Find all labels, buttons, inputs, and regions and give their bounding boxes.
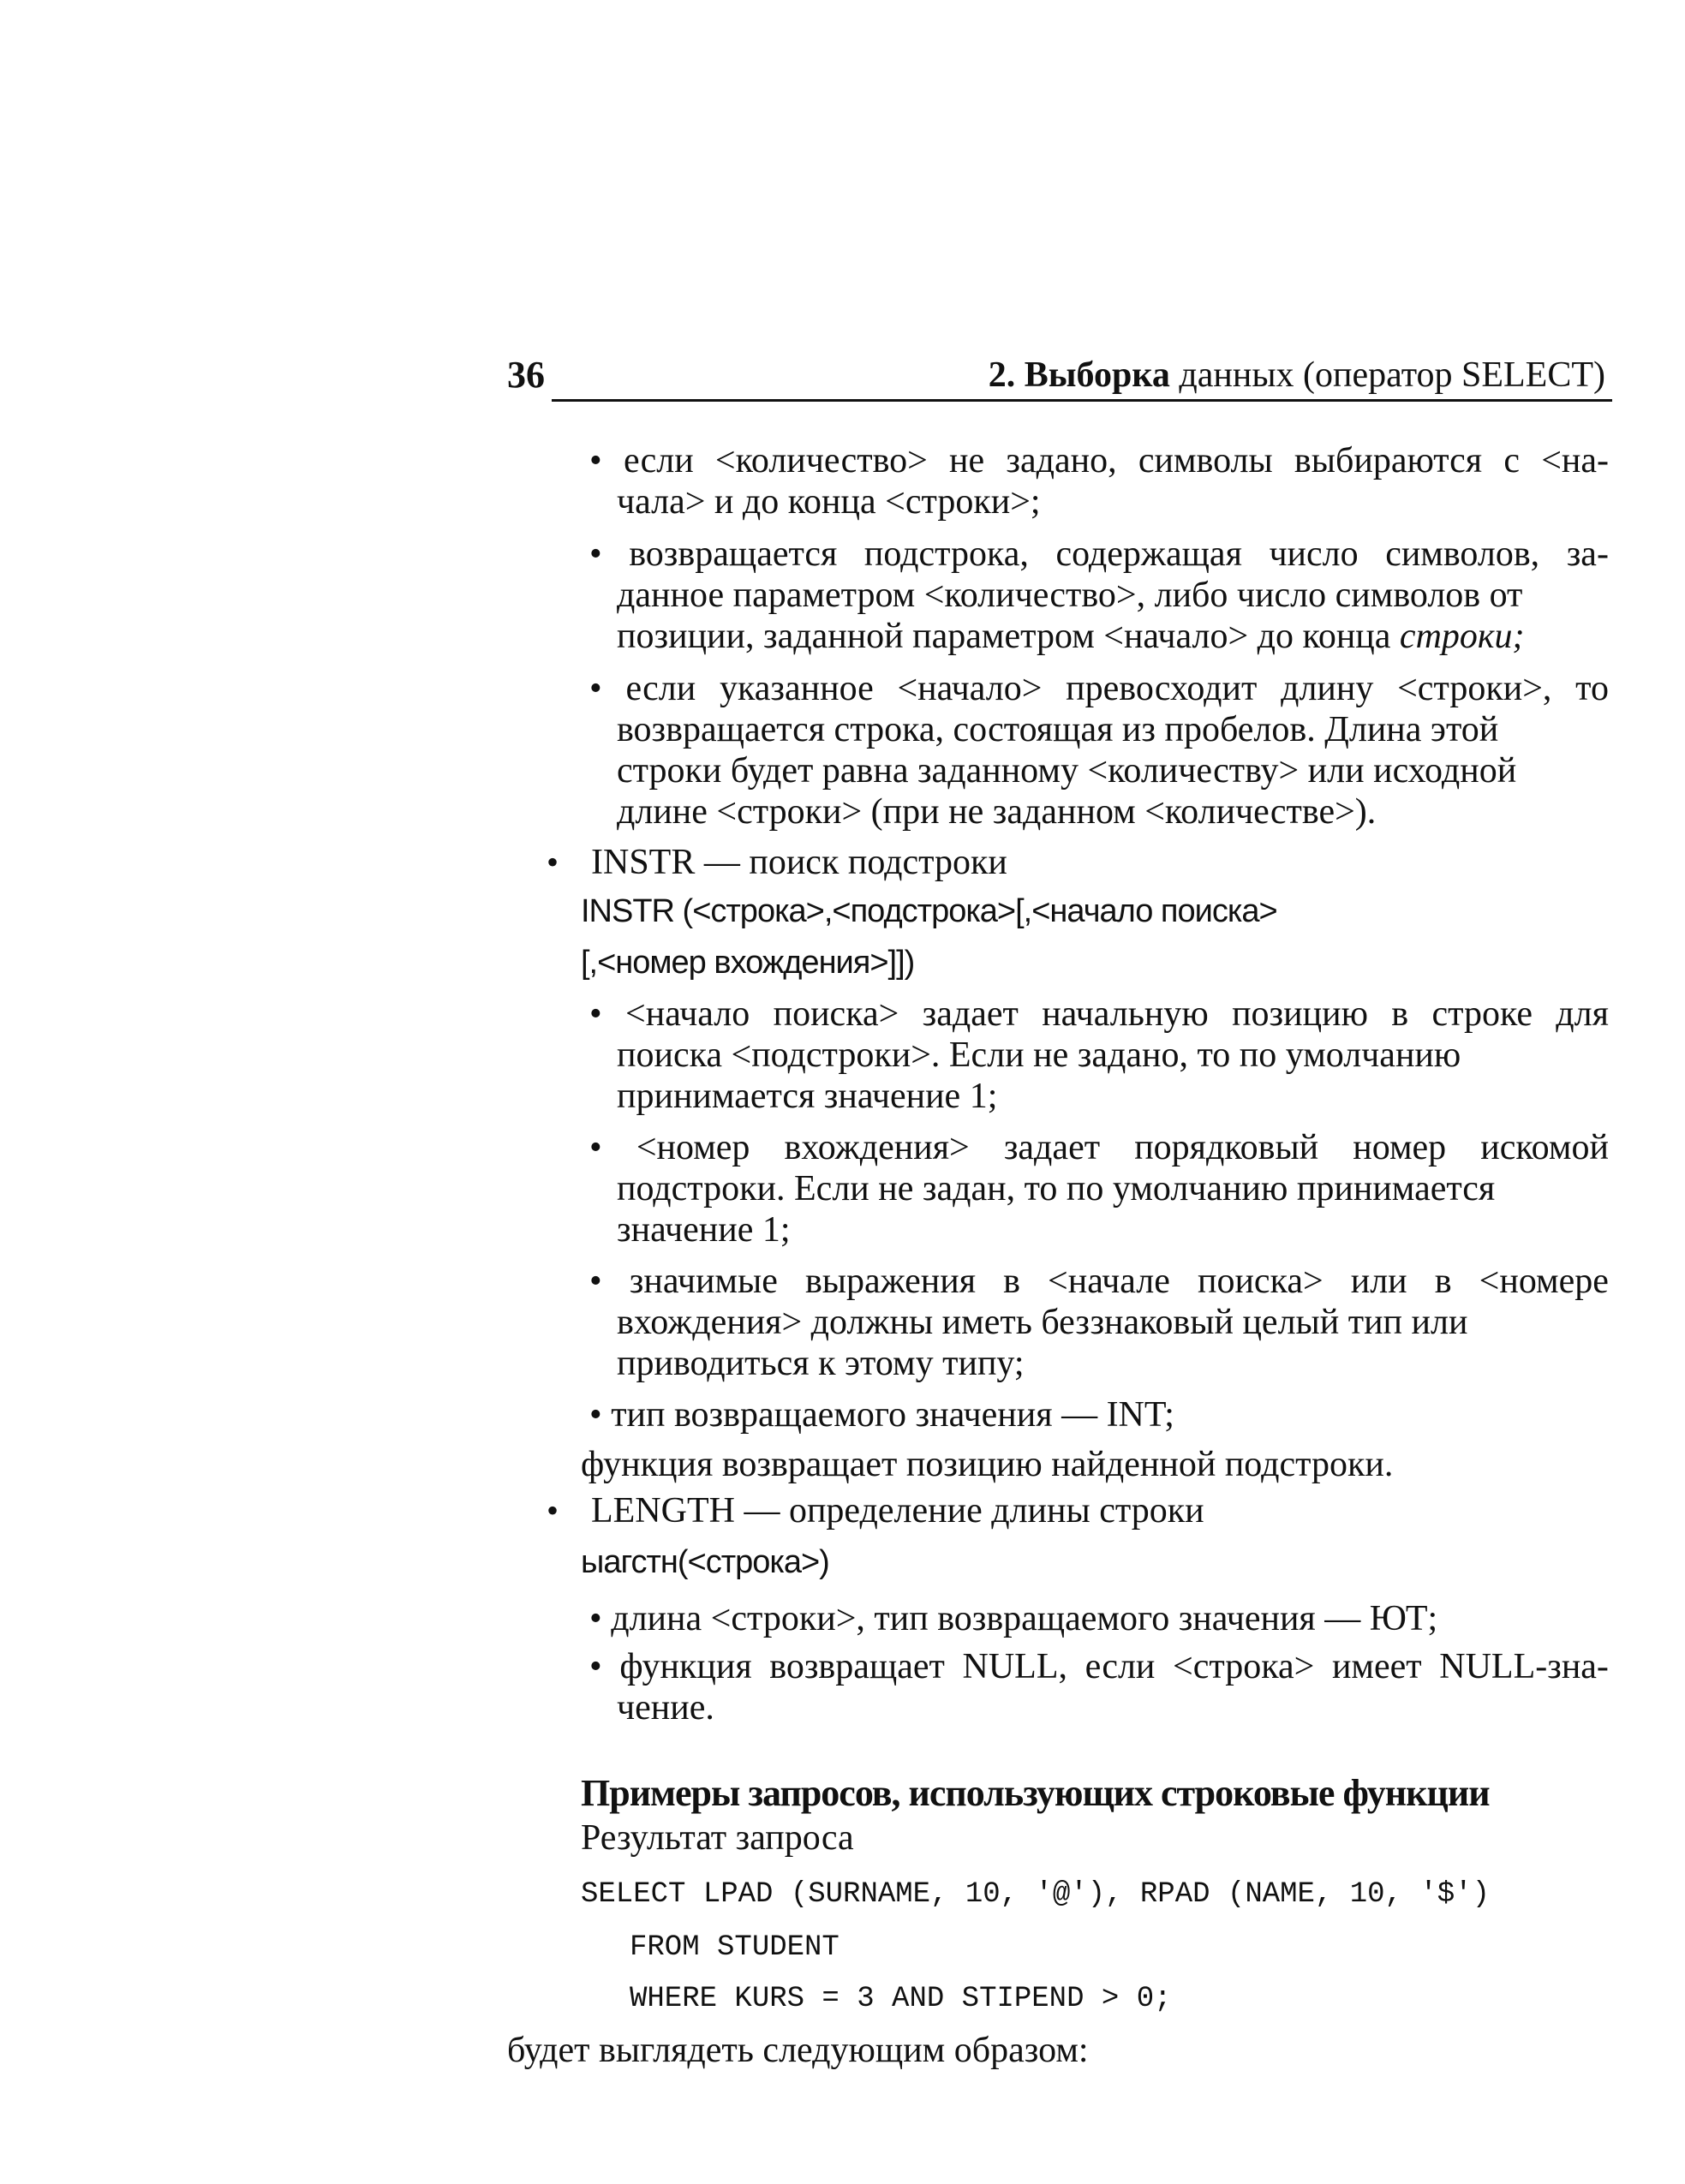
page-number: 36	[507, 354, 545, 396]
word: номер	[1353, 1128, 1447, 1167]
instr-bullet-4-line-1: • тип возвращаемого значения — INT;	[589, 1395, 1174, 1435]
word: выражения	[804, 1262, 977, 1301]
length-bullet: •	[547, 1491, 559, 1530]
text: позиции, заданной параметром <начало> до конца	[617, 617, 1400, 656]
substr-bullet-2-line-1	[589, 534, 1609, 575]
instr-bullet-2-line-3: значение 1;	[617, 1210, 791, 1250]
word: вхождения>	[784, 1128, 970, 1167]
word: <на-	[1541, 441, 1609, 480]
substr-bullet-3-line-3: строки будет равна заданному <количеству> или исходной	[617, 751, 1517, 791]
word: выбираются	[1294, 441, 1483, 480]
word: значимые	[629, 1262, 778, 1301]
instr-bullet-3-line-2: вхождения> должны иметь беззнаковый целый тип или	[617, 1303, 1468, 1342]
word: для	[1556, 994, 1609, 1034]
length-title: LENGTH — определение длины строки	[591, 1491, 1204, 1531]
instr-syntax-line-2: [,<номер вхождения>]])	[581, 945, 915, 981]
code-line-3: WHERE KURS = 3 AND STIPEND > 0;	[630, 1983, 1172, 2015]
word: не	[949, 441, 985, 480]
word: <количество>	[714, 441, 928, 480]
word: •	[589, 1262, 602, 1301]
running-header	[507, 351, 1612, 403]
code-line-2: FROM STUDENT	[630, 1931, 840, 1964]
instr-bullet-1-line-1	[589, 994, 1609, 1035]
word: задано,	[1006, 441, 1117, 480]
word: начальную	[1042, 994, 1209, 1034]
word: поиска>	[1197, 1262, 1324, 1301]
substr-bullet-2-line-3	[617, 616, 1525, 657]
word: искомой	[1480, 1128, 1609, 1167]
substr-bullet-1-line-2: чала> и до конца <строки>;	[617, 482, 1041, 522]
word: длину	[1281, 669, 1374, 708]
instr-bullet-3-line-3: приводиться к этому типу;	[617, 1344, 1025, 1383]
word: имеет	[1331, 1647, 1422, 1686]
word: позицию	[1232, 994, 1368, 1034]
word: задает	[922, 994, 1019, 1034]
word: указанное	[719, 669, 874, 708]
word: порядковый	[1134, 1128, 1319, 1167]
word: •	[589, 1647, 602, 1686]
word: NULL,	[962, 1647, 1067, 1686]
word: <номере	[1479, 1262, 1609, 1301]
substr-bullet-3-line-4: длине <строки> (при не заданном <количестве>).	[617, 792, 1377, 832]
word: <начало	[625, 994, 750, 1034]
instr-syntax-line-1: INSTR (<строка>,<подстрока>[,<начало поиска>	[581, 893, 1277, 929]
chapter-title-bold: 2. Выборка	[988, 355, 1170, 395]
code-line-1: SELECT LPAD (SURNAME, 10, '@'), RPAD (NAME, 10, '$')	[581, 1878, 1490, 1911]
substr-bullet-3-line-2: возвращается строка, состоящая из пробелов. Длина этой	[617, 710, 1499, 749]
instr-bullet: •	[547, 843, 559, 881]
word: возвращает	[769, 1647, 945, 1686]
word: если	[625, 669, 696, 708]
word: или	[1350, 1262, 1407, 1301]
word: поиска>	[773, 994, 899, 1034]
word: строке	[1431, 994, 1533, 1034]
length-bullet-2-line-2: чение.	[617, 1688, 714, 1728]
chapter-title	[989, 351, 1605, 399]
instr-bullet-2-line-1	[589, 1127, 1609, 1168]
length-bullet-2-line-1	[589, 1646, 1609, 1687]
word: возвращается	[629, 534, 838, 574]
example-outro: будет выглядеть следующим образом:	[507, 2031, 1089, 2070]
word: NULL-зна-	[1439, 1647, 1609, 1686]
length-bullet-1-line-1: • длина <строки>, тип возвращаемого значения — ЮТ;	[589, 1599, 1438, 1638]
word: если	[623, 441, 694, 480]
word: с	[1503, 441, 1520, 480]
word: •	[589, 994, 602, 1034]
word: <строки>,	[1397, 669, 1552, 708]
word: <номер	[636, 1128, 750, 1167]
word: символы	[1138, 441, 1273, 480]
instr-title: INSTR — поиск подстроки	[591, 843, 1007, 882]
instr-bullet-1-line-2: поиска <подстроки>. Если не задано, то по умолчанию	[617, 1035, 1461, 1075]
word: если	[1084, 1647, 1156, 1686]
word: •	[589, 441, 602, 480]
instr-bullet-1-line-3: принимается значение 1;	[617, 1077, 998, 1116]
substr-bullet-3-line-1	[589, 668, 1609, 709]
instr-summary: функция возвращает позицию найденной подстроки.	[581, 1445, 1394, 1484]
word: символов,	[1385, 534, 1540, 574]
word: •	[589, 534, 602, 574]
word: задает	[1003, 1128, 1101, 1167]
word: подстрока,	[863, 534, 1029, 574]
example-intro: Результат запроса	[581, 1818, 854, 1858]
word: функция	[619, 1647, 752, 1686]
word: то	[1575, 669, 1609, 708]
italic-word: строки;	[1399, 617, 1525, 656]
word: за-	[1566, 534, 1609, 574]
word: •	[589, 1128, 602, 1167]
substr-bullet-2-line-2: данное параметром <количество>, либо число символов от	[617, 576, 1523, 615]
word: <строка>	[1173, 1647, 1315, 1686]
word: содержащая	[1055, 534, 1242, 574]
instr-bullet-2-line-2: подстроки. Если не задан, то по умолчанию принимается	[617, 1169, 1496, 1208]
word: число	[1269, 534, 1359, 574]
section-heading: Примеры запросов, использующих строковые функции	[581, 1772, 1490, 1814]
word: в	[1434, 1262, 1452, 1301]
word: превосходит	[1066, 669, 1258, 708]
chapter-title-rest: данных (оператор SELECT)	[1169, 355, 1605, 395]
instr-bullet-3-line-1	[589, 1261, 1609, 1302]
substr-bullet-1-line-1	[589, 440, 1609, 481]
word: •	[589, 669, 602, 708]
word: в	[1391, 994, 1409, 1034]
word: <начале	[1048, 1262, 1170, 1301]
word: в	[1003, 1262, 1020, 1301]
word: <начало>	[897, 669, 1043, 708]
header-rule	[552, 399, 1612, 402]
length-syntax: ыагстн(<строка>)	[581, 1544, 829, 1580]
